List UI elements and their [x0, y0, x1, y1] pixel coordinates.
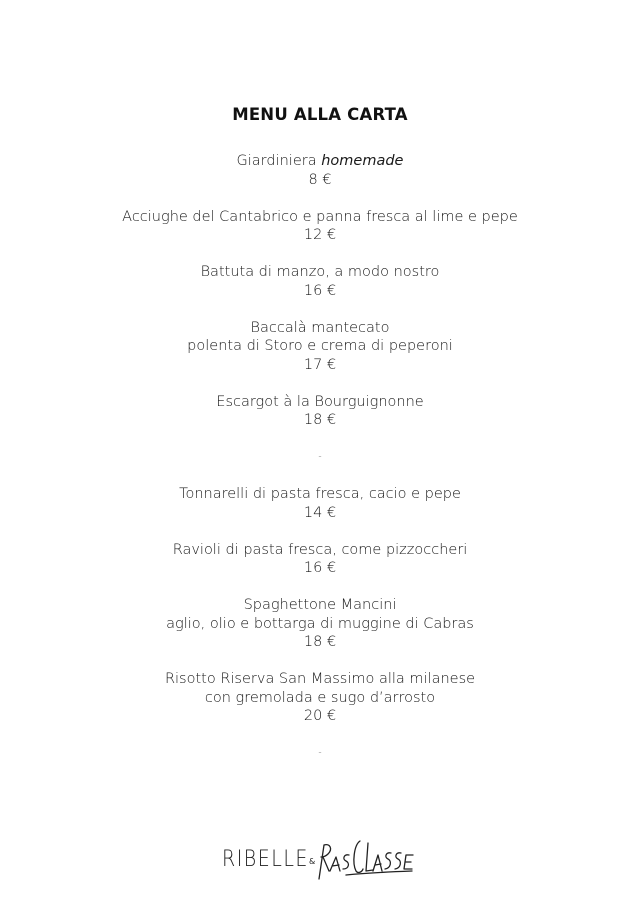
- menu-item-battuta: [0, 263, 640, 300]
- menu-item-name-text: Giardiniera: [236, 153, 317, 169]
- menu-item-name: Escargot à la Bourguignonne: [216, 393, 424, 410]
- menu-list: [0, 152, 640, 781]
- menu-item-subtitle: con gremolada e sugo d’arrosto: [204, 689, 436, 706]
- menu-item-name: Acciughe del Cantabrico e panna fresca al lime e pepe: [122, 208, 518, 225]
- menu-item-name: Risotto Riserva San Massimo alla milanese: [164, 671, 476, 687]
- menu-item-baccala: [0, 319, 640, 375]
- menu-item-risotto: [0, 670, 640, 726]
- menu-item-price: 18 €: [303, 412, 337, 428]
- menu-item-price: 17 €: [303, 356, 337, 373]
- menu-item-acciughe: [0, 208, 640, 245]
- menu-item-name-italic: homemade: [321, 153, 404, 169]
- menu-item-price: 16 €: [303, 282, 337, 299]
- logo-ampersand: &: [309, 857, 316, 866]
- menu-item-name: Battuta di manzo, a modo nostro: [200, 264, 440, 280]
- menu-item-name: Baccalà mantecato: [250, 319, 390, 336]
- menu-item-price: 12 €: [303, 227, 337, 243]
- menu-item-name: Tonnarelli di pasta fresca, cacio e pepe: [179, 486, 461, 502]
- menu-item-subtitle: aglio, olio e bottarga di muggine di Cabras: [166, 615, 474, 632]
- menu-item-name: Spaghettone Mancini: [243, 597, 397, 613]
- menu-item-name: Ravioli di pasta fresca, come pizzoccheri: [172, 541, 468, 558]
- menu-item-price: 18 €: [303, 634, 337, 650]
- logo-rascasse-signature: [316, 835, 420, 887]
- logo-text-ribelle: RIBELLE: [222, 846, 309, 872]
- menu-item-price: 16 €: [303, 560, 337, 576]
- menu-item-ravioli: [0, 541, 640, 578]
- menu-item-spaghettone: [0, 596, 640, 652]
- menu-item-name: [0, 152, 640, 171]
- menu-item-subtitle: polenta di Storo e crema di peperoni: [187, 338, 453, 354]
- menu-item-price: 14 €: [303, 504, 337, 521]
- menu-title: MENU ALLA CARTA: [232, 105, 408, 124]
- section-separator: -: [318, 748, 322, 758]
- menu-item-tonnarelli: [0, 485, 640, 522]
- menu-item-escargot: [0, 393, 640, 430]
- menu-item-price: 20 €: [303, 708, 337, 724]
- restaurant-logo: [218, 835, 422, 887]
- menu-item-giardiniera: [0, 152, 640, 189]
- menu-item-price: 8 €: [308, 171, 332, 188]
- section-separator: -: [318, 452, 322, 462]
